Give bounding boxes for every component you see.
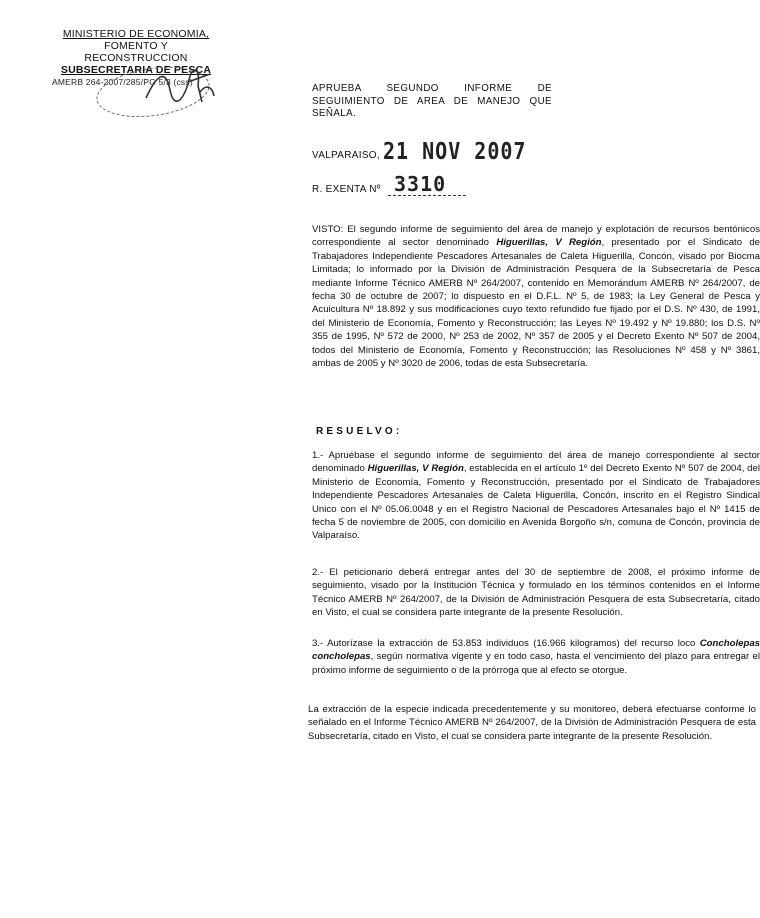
resolution-number: 3310	[394, 172, 447, 196]
signature-mark	[140, 62, 220, 110]
item-3-text-start: 3.- Autorízase la extracción de 53.853 individuos (16.966 kilogramos) del recurso loco	[312, 638, 696, 649]
header-subsecretaria: SUBSECRETARIA DE PESCA	[60, 64, 212, 76]
header-ministry: MINISTERIO DE ECONOMIA,	[62, 28, 210, 40]
handwritten-date: 21 NOV 2007	[383, 137, 527, 165]
visto-text-rest: , presentado por el Sindicato de Trabajadores Independiente Pescadores Artesanales de Caleta Higuerilla, Concón, visado por Biocma Limitada; lo informado por la División de Administración Pesquera de la Subsecretaría de Pesca mediante Informe Técnico AMERB Nº 264/2007, contenido en Memorándum AMERB Nº 264/2007, de fecha 30 de octubre de 2007; lo dispuesto en el D.F.L. Nº 5, de 1983; la Ley General de Pesca y Acuicultura Nº 18.892 y sus modificaciones cuyo texto refundido fue fijado por el D.S. Nº 430, de 1991, del Ministerio de Economía, Fomento y Reconstrucción; las Leyes Nº 19.492 y Nº 19.880; los D.S. Nº 355 de 1995, Nº 572 de 2000, Nº 253 de 2002, Nº 357 de 2005 y el Decreto Exento Nº 507 de 2004, todos del Ministerio de Economía, Fomento y Reconstrucción; las Resoluciones Nº 458 y Nº 3861, ambas de 2005 y Nº 3020 de 2006, todas de esta Subsecretaría.	[312, 237, 760, 370]
item-4-text: La extracción de la especie indicada precedentemente y su monitoreo, deberá efectuarse conforme lo señalado en el Informe Técnico AMERB Nº 264/2007, de la División de Administración Pesquera de esta Subsecretaría, citado en Visto, el cual se considera parte integrante de la presente Resolución.	[308, 704, 756, 742]
visto-paragraph	[102, 223, 760, 370]
item-1-text-start: 1.- Apruébase el segundo informe de seguimiento del área de manejo correspondiente al sector denominado	[312, 450, 760, 475]
header-fomento: FOMENTO Y RECONSTRUCCION	[84, 40, 188, 64]
resolution-item-4	[102, 703, 756, 743]
item-3-text-rest: , según normativa vigente y en todo caso, hasta el vencimiento del plazo para entregar el próximo informe de seguimiento o de la prórroga que al efecto se otorgue.	[312, 651, 760, 676]
resuelvo-heading: RESUELVO:	[316, 426, 403, 437]
visto-text-start: VISTO: El segundo informe de seguimiento del área de manejo y explotación de recursos bentónicos correspondiente al sector denominado	[312, 224, 760, 249]
place-label: VALPARAISO,	[312, 150, 380, 161]
header-reference: AMERB 264-2007/285/PG 5/3 (css)	[52, 77, 193, 87]
visto-site-name: Higuerillas, V Región	[496, 237, 602, 249]
item-3-species-name: Concholepas concholepas	[312, 638, 760, 663]
item-2-text: 2.- El peticionario deberá entregar antes del 30 de septiembre de 2008, el próximo informe de seguimiento, visado por la Institución Técnica y formulado en los términos contenidos en el Informe Técnico AMERB Nº 264/2007, de la División de Administración Pesquera de esta Subsecretaría, citado en Visto, el cual se considera parte integrante de la presente Resolución.	[312, 567, 760, 619]
resolution-item-2	[102, 566, 760, 620]
item-1-site-name: Higuerillas, V Región	[367, 463, 464, 475]
resolution-label: R. EXENTA Nº	[312, 184, 381, 195]
resolution-item-3	[102, 637, 760, 677]
item-1-text-rest: , establecida en el artículo 1º del Decreto Exento Nº 507 de 2004, del Ministerio de Economía, Fomento y Reconstrucción, presentado por el Sindicato de Trabajadores Independiente Pescadores Artesanales de Caleta Higuerilla, Concón, inscrito en el Registro Sindical Unico con el Nº 05.06.0048 y en el Registro Nacional de Pescadores Artesanales bajo el Nº 1415 de fecha 5 de noviembre de 2005, con domicilio en Avenida Borgoño s/n, comuna de Concón, provincia de Valparaíso.	[312, 463, 760, 542]
resolution-item-1	[102, 449, 760, 543]
document-subject: APRUEBA SEGUNDO INFORME DE SEGUIMIENTO DE AREA DE MANEJO QUE SEÑALA.	[312, 83, 552, 119]
